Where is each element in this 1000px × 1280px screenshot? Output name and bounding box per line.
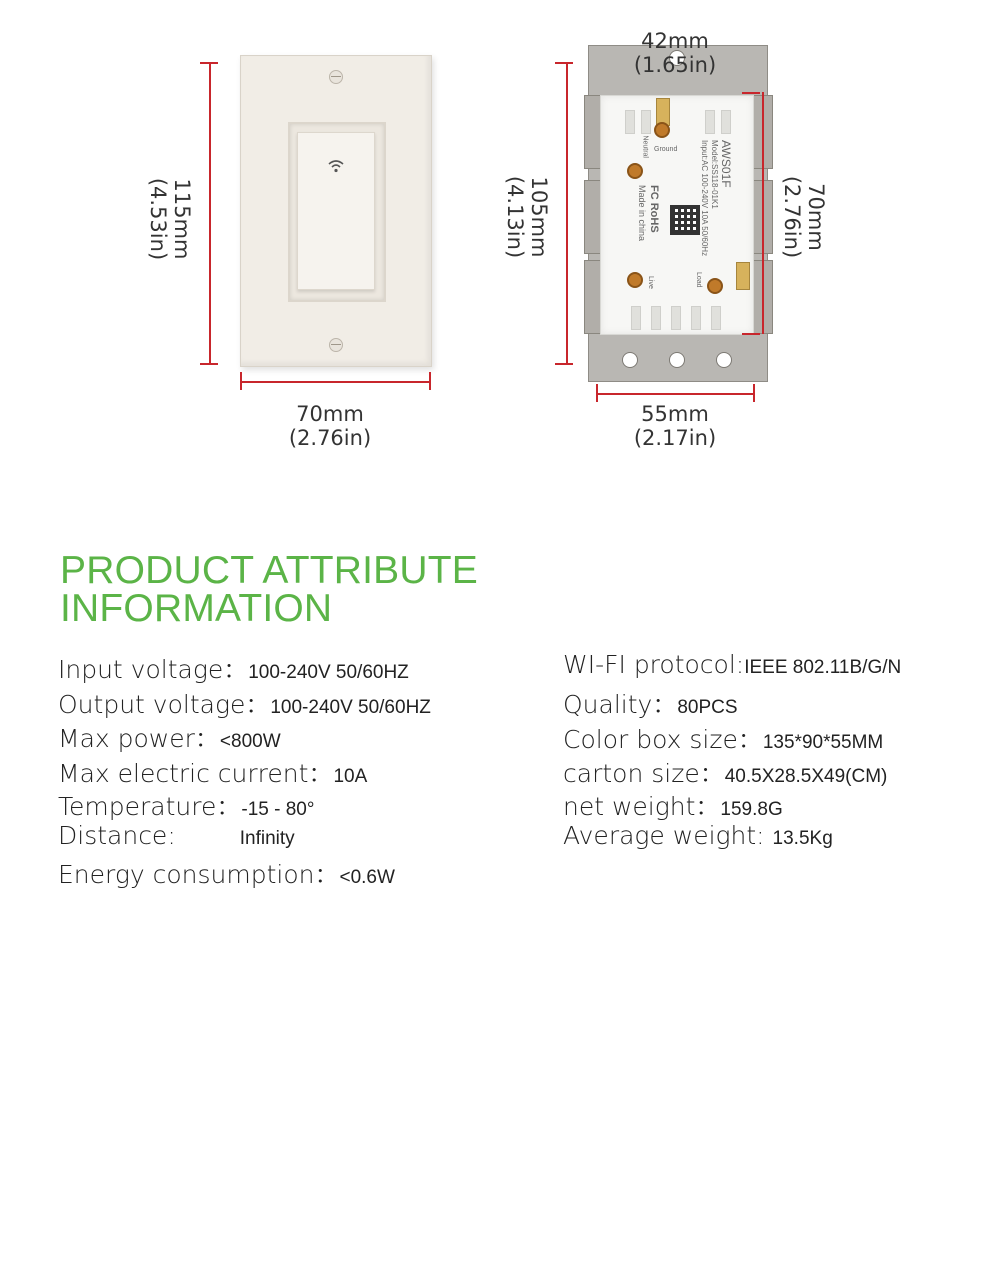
module-cert-text: FC RoHS — [648, 185, 660, 233]
module-fin — [705, 110, 715, 134]
section-title-line1: PRODUCT ATTRIBUTE — [60, 549, 478, 592]
module-live-text: Live — [647, 276, 654, 289]
dimension-tick — [555, 363, 573, 365]
back-width-label: 55mm (2.17in) — [633, 402, 717, 450]
module-made-text: Made in china — [637, 185, 647, 242]
module-fin — [671, 306, 681, 330]
attr-output-voltage: Output voltage：100-240V 50/60HZ — [58, 690, 431, 719]
attr-energy: Energy consumption：<0.6W — [58, 860, 395, 889]
dimension-tick — [742, 92, 760, 94]
module-fin — [641, 110, 651, 134]
terminal-ground — [654, 122, 670, 138]
terminal-load — [707, 278, 723, 294]
section-title — [60, 549, 580, 630]
module-model-text: AWS01F — [719, 140, 733, 188]
attr-quality: Quality：80PCS — [563, 690, 738, 719]
module-input-text: Input:AC 100-240V 10A 50/60Hz — [700, 140, 709, 257]
back-height-label: 105mm (4.13in) — [503, 175, 551, 259]
section-title-line2: INFORMATION — [60, 587, 333, 630]
dimension-tick — [742, 333, 760, 335]
dimension-tick — [429, 372, 431, 390]
module-fin — [711, 306, 721, 330]
dimension-line-front-width — [240, 381, 431, 383]
module-fin — [625, 110, 635, 134]
qr-code-icon — [670, 205, 700, 235]
module-neutral-text: Neutral — [641, 135, 649, 158]
attr-average-weight: Average weight: 13.5Kg — [563, 821, 833, 850]
attr-net-weight: net weight：159.8G — [563, 792, 783, 821]
module-ground-text: Ground — [654, 146, 678, 153]
attr-color-box: Color box size：135*90*55MM — [563, 725, 884, 754]
mount-hole — [716, 352, 732, 368]
switch-plate — [240, 55, 432, 367]
mount-hole — [669, 352, 685, 368]
load-screw — [736, 262, 750, 290]
attr-max-current: Max electric current：10A — [58, 759, 368, 788]
wifi-icon — [327, 159, 345, 173]
attr-distance: Distance: Infinity — [58, 821, 295, 850]
module-fin — [691, 306, 701, 330]
attr-wifi-protocol: WI-FI protocol:IEEE 802.11B/G/N — [563, 650, 902, 679]
attr-carton-size: carton size：40.5X28.5X49(CM) — [563, 759, 888, 788]
dimension-line-back-height — [566, 62, 568, 364]
dimension-line-back-width — [596, 393, 755, 395]
terminal-neutral — [627, 163, 643, 179]
dimension-line-module-height — [762, 92, 764, 334]
attr-max-power: Max power：<800W — [58, 724, 281, 753]
dimension-line-front-height — [209, 62, 211, 364]
rocker-switch — [297, 132, 375, 290]
module-spec-text: Model:SS118-01K1 — [710, 140, 719, 209]
module-fin — [721, 110, 731, 134]
attr-temperature: Temperature：-15 - 80° — [58, 792, 315, 821]
module-fin — [651, 306, 661, 330]
front-height-label: 115mm (4.53in) — [146, 177, 194, 261]
attr-input-voltage: Input voltage：100-240V 50/60HZ — [58, 655, 409, 684]
module-load-text: Load — [695, 272, 702, 288]
module-height-label: 70mm (2.76in) — [780, 175, 828, 259]
dimension-tick — [753, 384, 755, 402]
front-width-label: 70mm (2.76in) — [288, 402, 372, 450]
screw-icon — [329, 70, 343, 84]
dimension-tick — [200, 363, 218, 365]
back-top-width-label: 42mm (1.65in) — [633, 29, 717, 77]
screw-icon — [329, 338, 343, 352]
terminal-live — [627, 272, 643, 288]
module-fin — [631, 306, 641, 330]
dimension-tick — [555, 62, 573, 64]
mount-hole — [622, 352, 638, 368]
